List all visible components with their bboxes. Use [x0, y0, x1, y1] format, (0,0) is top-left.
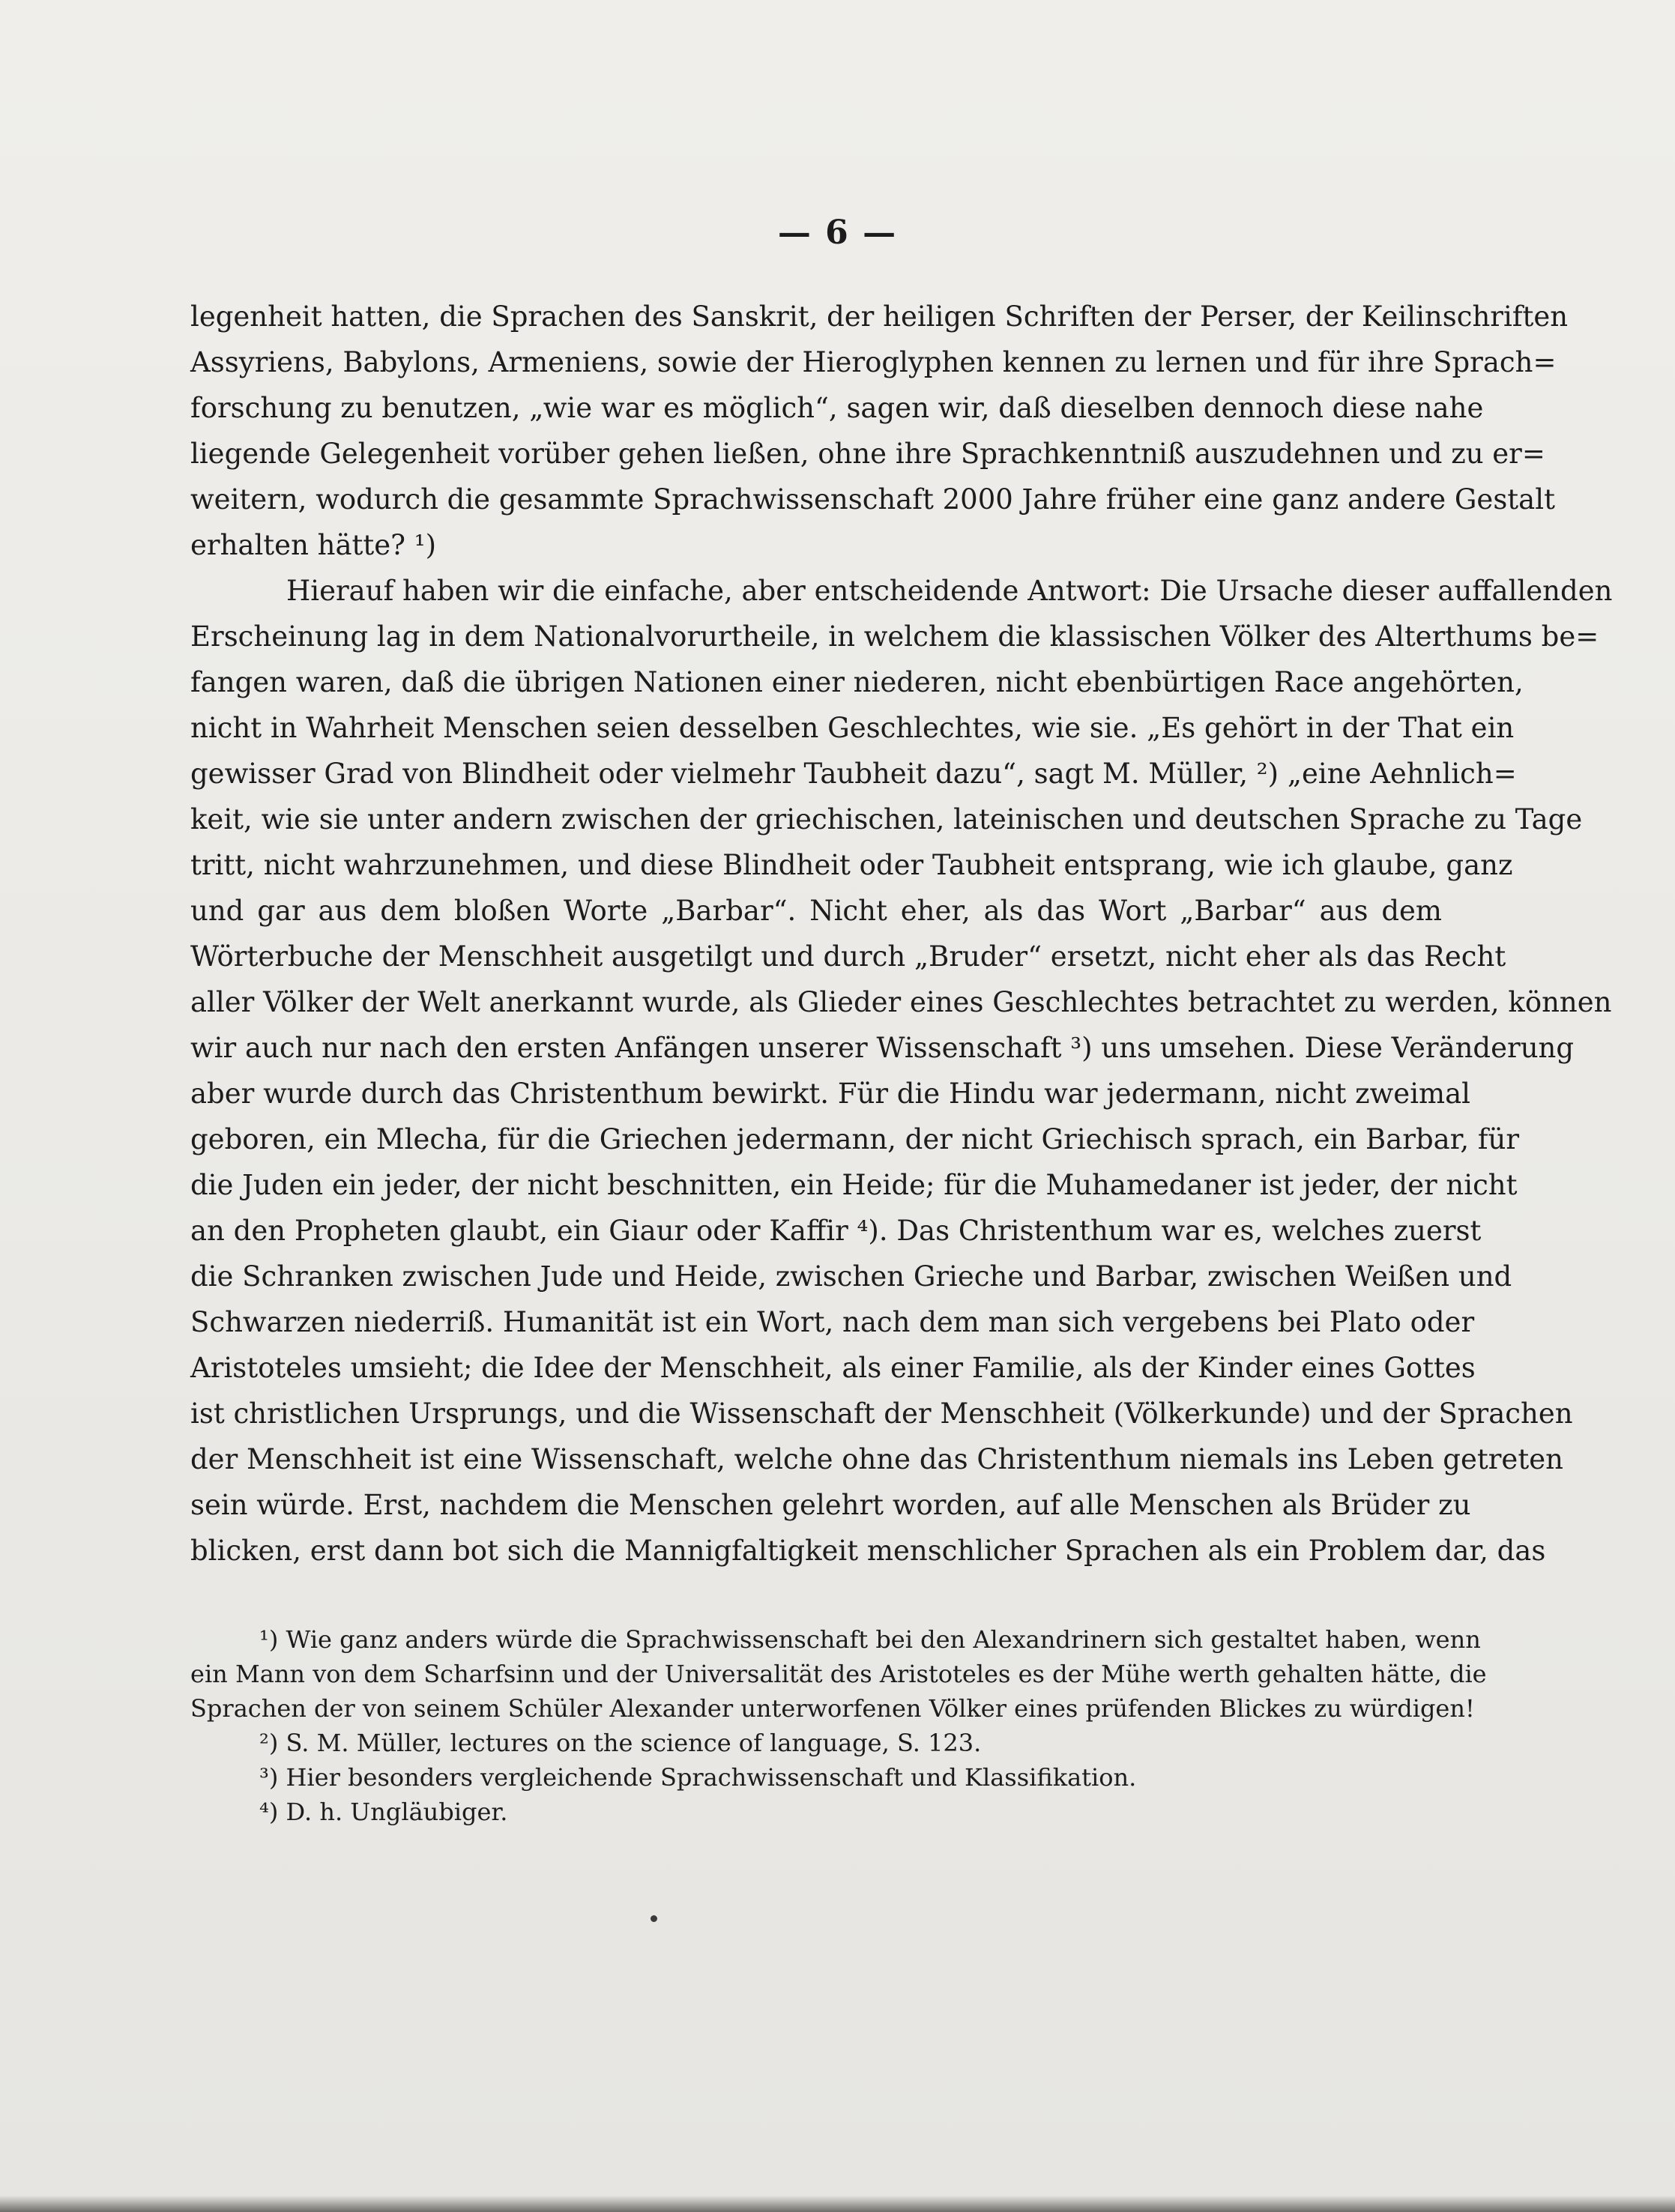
- body-line: der Menschheit ist eine Wissenschaft, welche ohne das Christenthum niemals ins Leben getreten: [190, 1443, 1563, 1475]
- body-line: ist christlichen Ursprungs, und die Wissenschaft der Menschheit (Völkerkunde) und der Sprachen: [190, 1397, 1573, 1430]
- body-line: sein würde. Erst, nachdem die Menschen gelehrt worden, auf alle Menschen als Brüder zu: [190, 1489, 1471, 1521]
- body-line: Assyriens, Babylons, Armeniens, sowie der Hieroglyphen kennen zu lernen und für ihre Sprach=: [190, 346, 1557, 378]
- body-line: tritt, nicht wahrzunehmen, und diese Blindheit oder Taubheit entsprang, wie ich glaube, ganz: [190, 849, 1513, 881]
- body-line: fangen waren, daß die übrigen Nationen einer niederen, nicht ebenbürtigen Race angehörten,: [190, 666, 1524, 698]
- body-line: liegende Gelegenheit vorüber gehen ließen, ohne ihre Sprachkenntniß auszudehnen und zu er=: [190, 438, 1545, 470]
- body-line: Hierauf haben wir die einfache, aber entscheidende Antwort: Die Ursache dieser auffallenden: [286, 575, 1613, 607]
- body-line: Erscheinung lag in dem Nationalvorurtheile, in welchem die klassischen Völker des Alterthums be=: [190, 620, 1599, 653]
- body-line: gewisser Grad von Blindheit oder vielmehr Taubheit dazu“, sagt M. Müller, ²) „eine Aehnlich=: [190, 758, 1517, 790]
- body-line: legenheit hatten, die Sprachen des Sanskrit, der heiligen Schriften der Perser, der Keilinschriften: [190, 300, 1569, 333]
- body-line: erhalten hätte? ¹): [190, 529, 437, 561]
- body-line: die Schranken zwischen Jude und Heide, zwischen Grieche und Barbar, zwischen Weißen und: [190, 1260, 1512, 1293]
- footnote-line: ³) Hier besonders vergleichende Sprachwissenschaft und Klassifikation.: [259, 1763, 1137, 1792]
- body-line: forschung zu benutzen, „wie war es möglich“, sagen wir, daß dieselben dennoch diese nahe: [190, 392, 1484, 424]
- footnote-line: ein Mann von dem Scharfsinn und der Universalität des Aristoteles es der Mühe werth gehalten hätte, die: [190, 1660, 1487, 1688]
- page-number: — 6 —: [777, 214, 898, 252]
- body-line: aller Völker der Welt anerkannt wurde, als Glieder eines Geschlechtes betrachtet zu werden, können: [190, 986, 1612, 1018]
- body-line: weitern, wodurch die gesammte Sprachwissenschaft 2000 Jahre früher eine ganz andere Gestalt: [190, 483, 1555, 516]
- body-line: aber wurde durch das Christenthum bewirkt. Für die Hindu war jedermann, nicht zweimal: [190, 1078, 1471, 1110]
- page-bottom-edge: [0, 2196, 1675, 2212]
- body-line: nicht in Wahrheit Menschen seien desselben Geschlechtes, wie sie. „Es gehört in der That ein: [190, 712, 1515, 744]
- body-line: Aristoteles umsieht; die Idee der Menschheit, als einer Familie, als der Kinder eines Gottes: [190, 1352, 1476, 1384]
- body-line: und gar aus dem bloßen Worte „Barbar“. Nicht eher, als das Wort „Barbar“ aus dem: [190, 895, 1442, 927]
- footnote-line: ¹) Wie ganz anders würde die Sprachwissenschaft bei den Alexandrinern sich gestaltet haben, wenn: [259, 1625, 1481, 1654]
- footnote-line: Sprachen der von seinem Schüler Alexander unterworfenen Völker eines prüfenden Blickes zu würdigen!: [190, 1694, 1475, 1723]
- footnote-line: ²) S. M. Müller, lectures on the science of language, S. 123.: [259, 1729, 982, 1757]
- body-line: keit, wie sie unter andern zwischen der griechischen, lateinischen und deutschen Sprache zu Tage: [190, 803, 1583, 835]
- body-line: die Juden ein jeder, der nicht beschnitten, ein Heide; für die Muhamedaner ist jeder, der nicht: [190, 1169, 1518, 1201]
- body-line: blicken, erst dann bot sich die Mannigfaltigkeit menschlicher Sprachen als ein Problem dar, das: [190, 1535, 1546, 1567]
- body-line: geboren, ein Mlecha, für die Griechen jedermann, der nicht Griechisch sprach, ein Barbar, für: [190, 1123, 1520, 1155]
- footnotes: [190, 1622, 1487, 1829]
- body-line: Schwarzen niederriß. Humanität ist ein Wort, nach dem man sich vergebens bei Plato oder: [190, 1306, 1475, 1338]
- ink-speck: [651, 1915, 657, 1922]
- body-text: [190, 294, 1613, 1574]
- footnote-line: ⁴) D. h. Ungläubiger.: [259, 1798, 508, 1826]
- body-line: an den Propheten glaubt, ein Giaur oder Kaffir ⁴). Das Christenthum war es, welches zuerst: [190, 1215, 1482, 1247]
- body-line: wir auch nur nach den ersten Anfängen unserer Wissenschaft ³) uns umsehen. Diese Veränderung: [190, 1032, 1575, 1064]
- body-line: Wörterbuche der Menschheit ausgetilgt und durch „Bruder“ ersetzt, nicht eher als das Recht: [190, 940, 1506, 973]
